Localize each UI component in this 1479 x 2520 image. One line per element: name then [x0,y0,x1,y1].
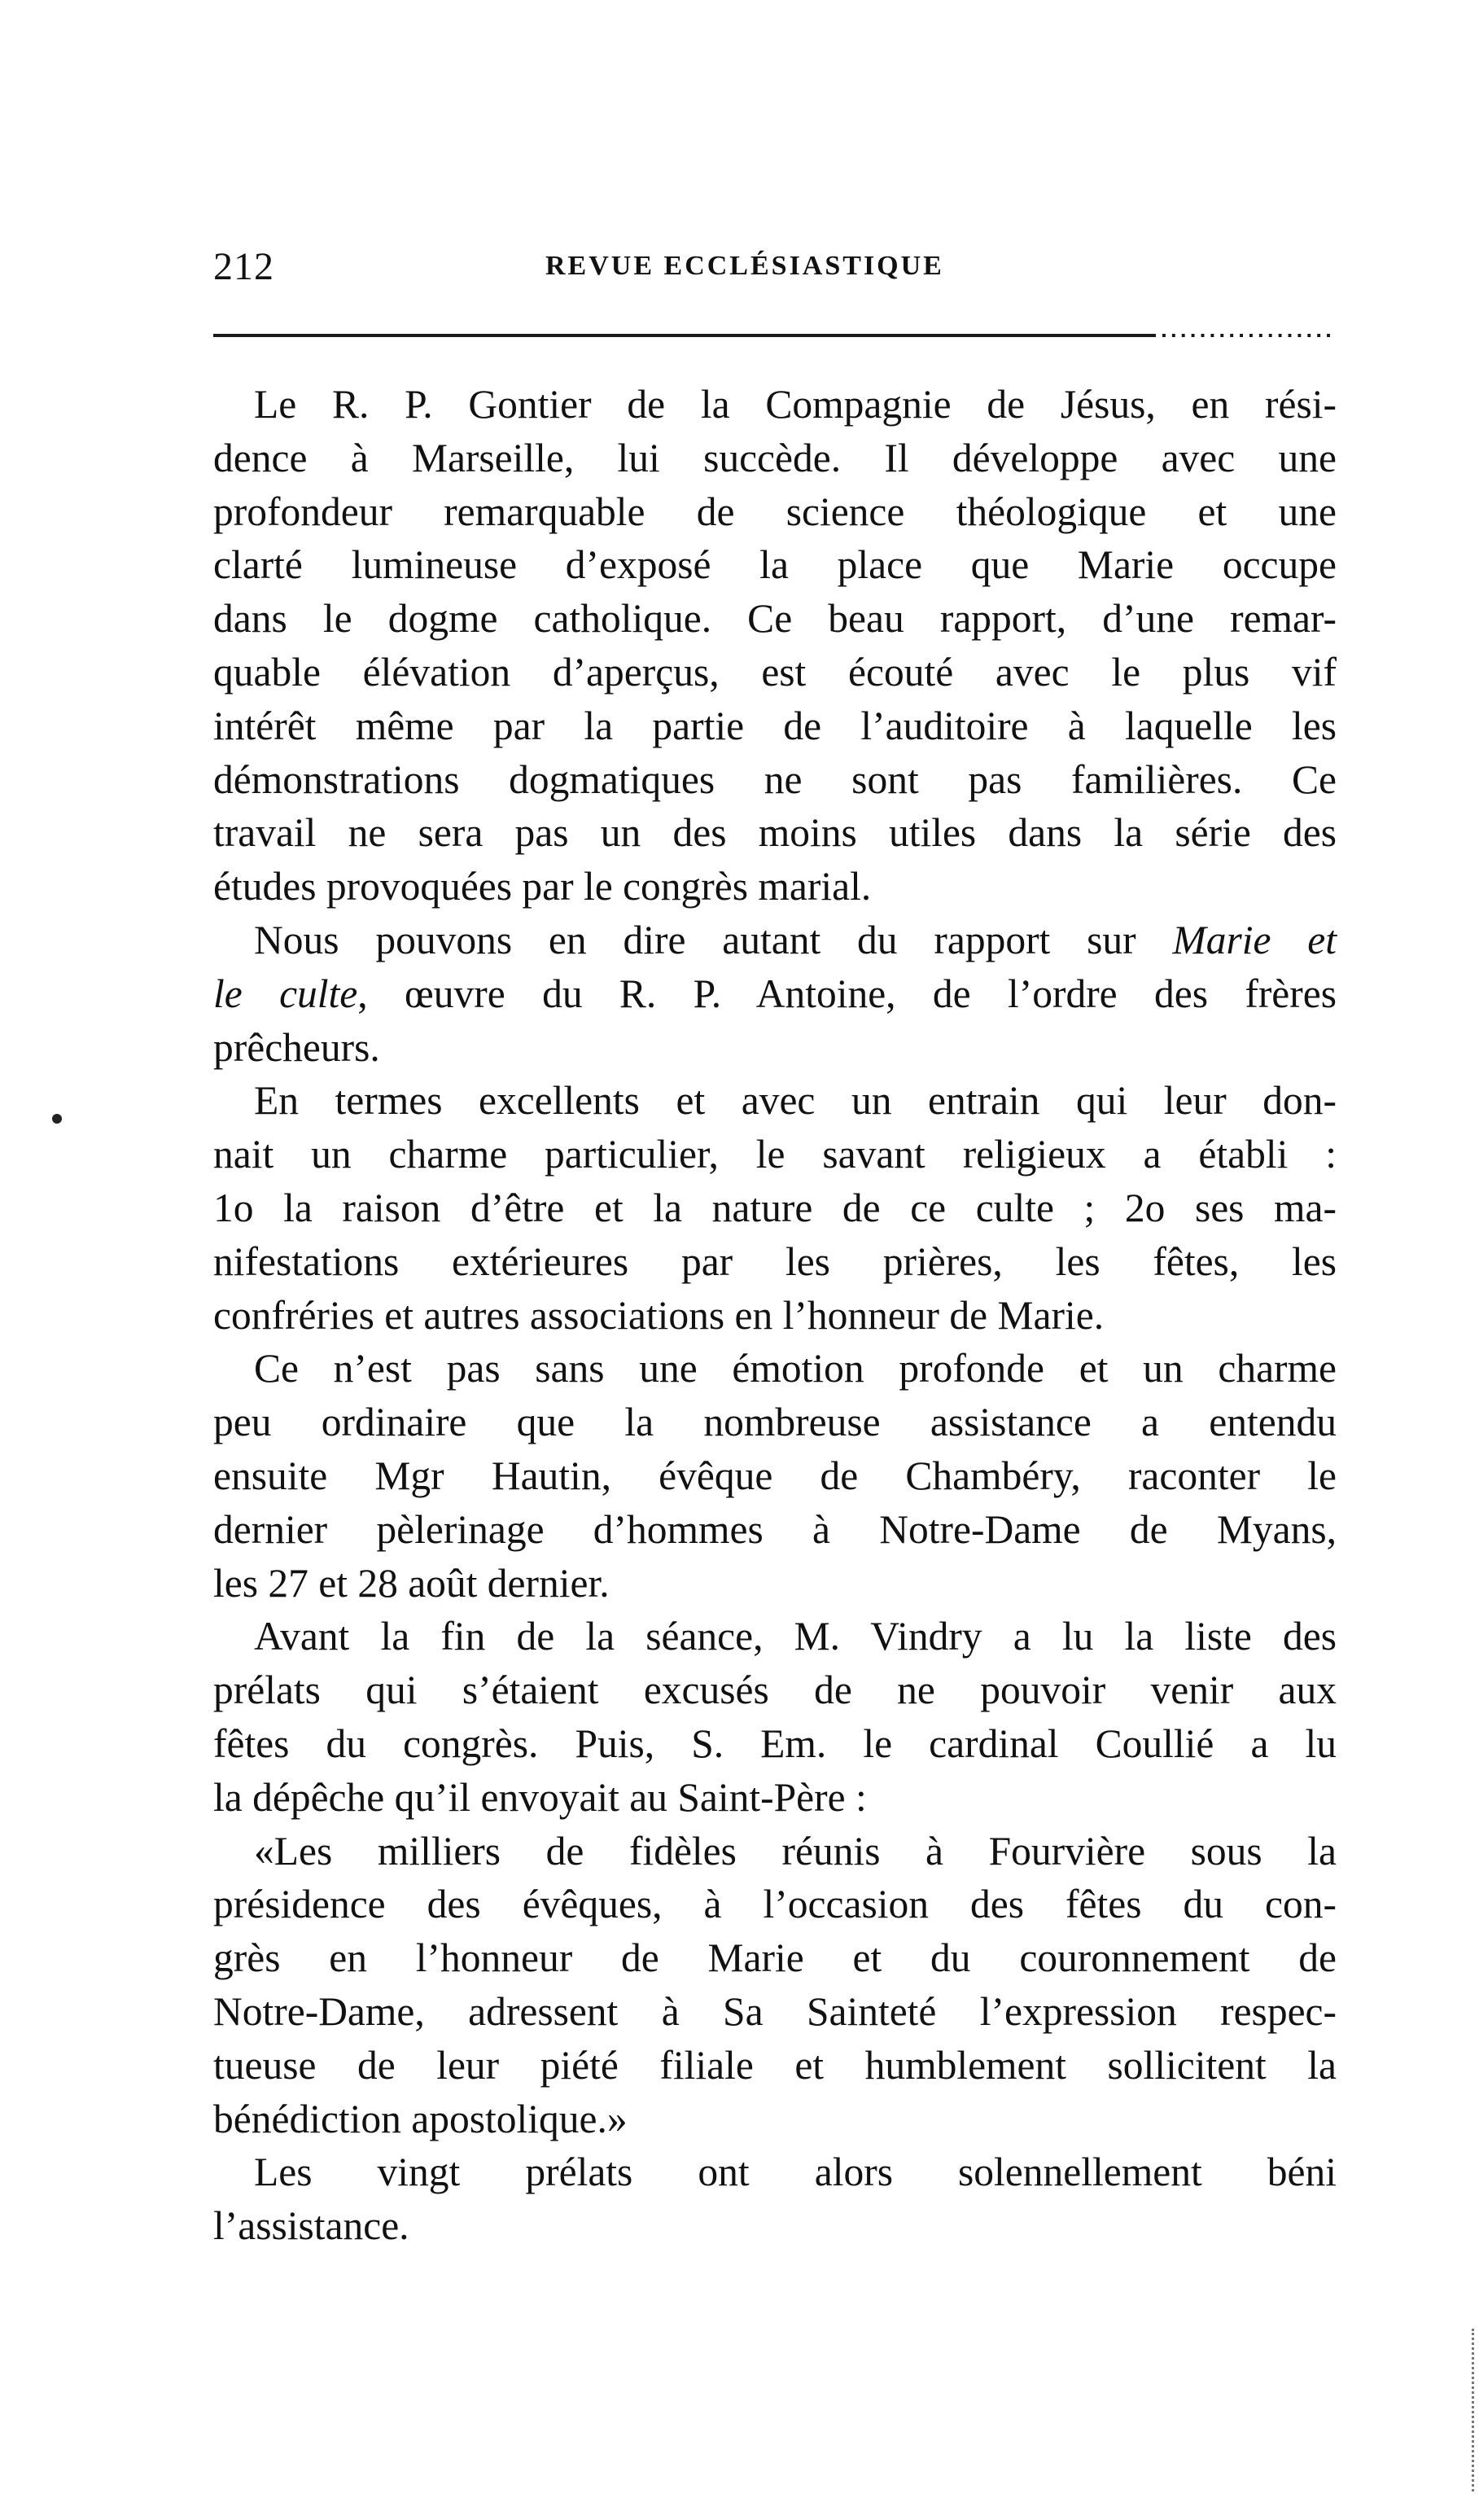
text-line: prélats qui s’étaient excusés de ne pouvoir venir aux [213,1668,1337,1713]
text-line: Ce n’est pas sans une émotion profonde et un charme [254,1346,1337,1391]
text-line: dans le dogme catholique. Ce beau rapport, d’une remar- [213,596,1337,642]
margin-speck [52,1114,62,1124]
header-rule-break [1156,334,1337,337]
paragraph-culte [213,1074,1337,1342]
text-line: l’assistance. [213,2203,409,2249]
paragraph-benediction [213,2145,1337,2253]
paragraph-telegram-quote [213,1825,1337,2146]
paragraph-hautin [213,1342,1337,1610]
text-line: Avant la fin de la séance, M. Vindry a lu la liste des [254,1614,1337,1659]
text-line: Le R. P. Gontier de la Compagnie de Jésus, en rési- [254,382,1337,427]
page-edge-marks [1472,2329,1477,2492]
text-line: travail ne sera pas un des moins utiles dans la série des [213,810,1337,856]
text-line: En termes excellents et avec un entrain qui leur don- [254,1078,1337,1124]
text-run: , œuvre du R. P. Antoine, de l’ordre des frères [357,971,1337,1016]
text-line: la dépêche qu’il envoyait au Saint-Père : [213,1774,867,1820]
paragraph-vindry [213,1610,1337,1824]
text-line: présidence des évêques, à l’occasion des fêtes du con- [213,1882,1337,1927]
text-line: clarté lumineuse d’exposé la place que Marie occupe [213,542,1337,588]
text-line: «Les milliers de fidèles réunis à Fourvière sous la [254,1828,1337,1874]
text-line: ensuite Mgr Hautin, évêque de Chambéry, raconter le [213,1453,1337,1498]
italic-title: le culte [213,971,358,1016]
text-line: dernier pèlerinage d’hommes à Notre-Dame de Myans, [213,1506,1337,1552]
text-line: profondeur remarquable de science théologique et une [213,489,1337,534]
text-line: prêcheurs. [213,1024,380,1070]
text-line: peu ordinaire que la nombreuse assistance a entendu [213,1400,1337,1445]
text-line: démonstrations dogmatiques ne sont pas familières. Ce [213,756,1337,802]
text-line: quable élévation d’aperçus, est écouté avec le plus vif [213,649,1337,695]
text-line: 1o la raison d’être et la nature de ce culte ; 2o ses ma- [213,1185,1337,1230]
text-line: les 27 et 28 août dernier. [213,1560,610,1606]
body-text [213,378,1337,2253]
text-line: tueuse de leur piété filiale et humblement sollicitent la [213,2042,1337,2088]
italic-title: Marie et [1172,917,1337,962]
text-line [213,967,1337,1021]
text-run: Nous pouvons en dire autant du rapport sur [254,917,1173,962]
text-line: Les vingt prélats ont alors solennellement béni [254,2150,1337,2195]
text-line: bénédiction apostolique.» [213,2096,628,2141]
text-line: grès en l’honneur de Marie et du couronnement de [213,1935,1337,1981]
paragraph-antoine [213,914,1337,1074]
text-line: dence à Marseille, lui succède. Il développe avec une [213,435,1337,480]
text-line: fêtes du congrès. Puis, S. Em. le cardinal Coullié a lu [213,1720,1337,1766]
text-line: confréries et autres associations en l’honneur de Marie. [213,1292,1105,1338]
text-line: nifestations extérieures par les prières, les fêtes, les [213,1238,1337,1284]
text-line: Notre-Dame, adressent à Sa Sainteté l’expression respec- [213,1988,1337,2034]
text-line: nait un charme particulier, le savant religieux a établi : [213,1132,1337,1177]
text-line: études provoquées par le congrès marial. [213,864,872,909]
text-line: intérêt même par la partie de l’auditoire à laquelle les [213,703,1337,748]
running-head: REVUE ECCLÉSIASTIQUE [545,251,944,281]
text-line [213,914,1337,967]
page-number: 212 [213,245,274,288]
paragraph-gontier [213,378,1337,914]
